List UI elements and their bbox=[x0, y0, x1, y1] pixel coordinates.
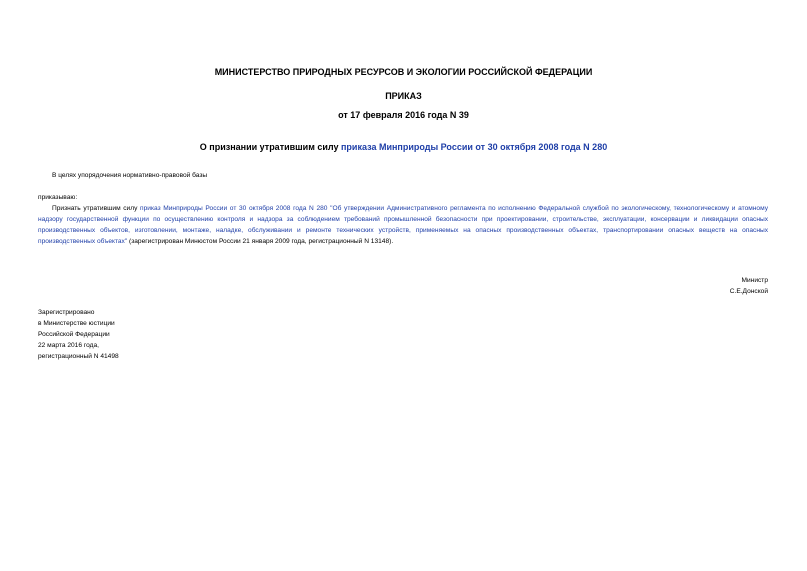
paragraph-link[interactable]: приказ Минприроды России от 30 октября 2008 года N 280 "Об утверждении Административного регламента по исполнению Федеральной службой по экологическому, технологическому и атомному надзору государственной функции по осуществлению контроля и надзора за соблюдением требований промышленной безопасности при проектировании, строительстве, эксплуатации, консервации и ликвидации опасных производственных объектов, изготовлении, монтаже, наладке, обслуживании и ремонте технических устройств, применяемых на опасных производственных объектах, транспортировании опасных веществ на опасных производственных объектах" bbox=[38, 205, 768, 245]
subject-prefix: О признании утратившим силу bbox=[199, 142, 341, 152]
registration-number: регистрационный N 41498 bbox=[38, 353, 119, 360]
paragraph-suffix: (зарегистрирован Минюстом России 21 января 2009 года, регистрационный N 13148). bbox=[127, 238, 394, 245]
registration-line: Российской Федерации bbox=[38, 331, 110, 338]
registration-line: Зарегистрировано bbox=[38, 309, 95, 316]
order-paragraph bbox=[38, 203, 768, 247]
signature-block bbox=[730, 275, 768, 297]
signature-name: С.Е.Донской bbox=[729, 288, 768, 295]
subject-link[interactable]: приказа Минприроды России от 30 октября 2008 года N 280 bbox=[341, 142, 608, 152]
registration-date: 22 марта 2016 года, bbox=[38, 342, 99, 349]
order-label: ПРИКАЗ bbox=[385, 91, 422, 101]
order-date: от 17 февраля 2016 года N 39 bbox=[338, 110, 469, 120]
paragraph-prefix: Признать утратившим силу bbox=[52, 205, 141, 212]
ministry-heading: МИНИСТЕРСТВО ПРИРОДНЫХ РЕСУРСОВ И ЭКОЛОГИИ РОССИЙСКОЙ ФЕДЕРАЦИИ bbox=[214, 67, 593, 77]
registration-line: в Министерстве юстиции bbox=[38, 320, 115, 327]
prikazyvayu: приказываю: bbox=[38, 194, 78, 201]
signature-position: Министр bbox=[741, 277, 768, 284]
preamble: В целях упорядочения нормативно-правовой базы bbox=[52, 172, 208, 179]
order-subject bbox=[0, 142, 807, 152]
registration-block bbox=[38, 307, 119, 362]
